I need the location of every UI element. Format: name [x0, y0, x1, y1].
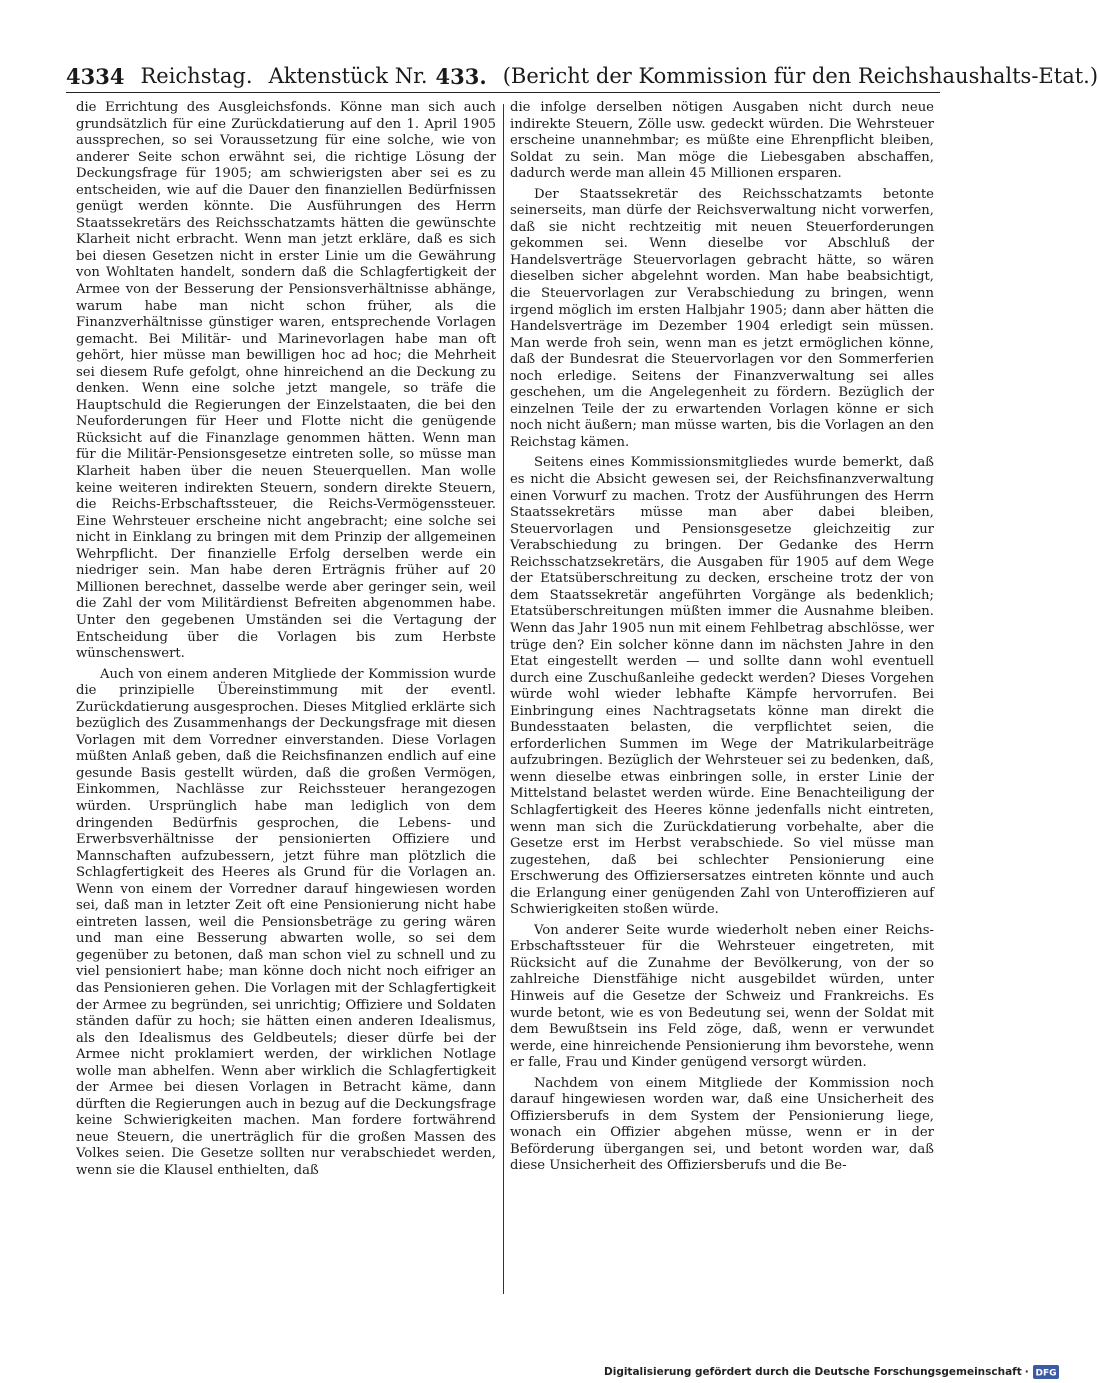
dfg-logo-icon	[1033, 1365, 1059, 1379]
right-column	[510, 100, 934, 1175]
publication-name: Reichstag.	[140, 64, 253, 88]
document-label: Aktenstück Nr.	[268, 64, 428, 88]
page-number: 4334	[66, 63, 125, 89]
left-column	[76, 100, 496, 1180]
page-header	[66, 56, 1098, 96]
right-paragraph-2: Der Staatssekretär des Reichsschatzamts betonte seinerseits, man dürfe der Reichsverwaltung nicht vorwerfen, daß sie nicht rechtzeitig mit neuen Steuerforderungen gekommen sei. Wenn dieselbe vor Abschluß der Handelsverträge Steuervorlagen gebracht hätte, so wären dieselben sicher abgelehnt worden. Man habe beabsichtigt, die Steuervorlagen zur Verabschiedung zu bringen, wenn irgend möglich im ersten Halbjahr 1905; dann aber hätten die Handelsverträge im Dezember 1904 erledigt sein müssen. Man werde froh sein, wenn man es jetzt ermöglichen könne, daß der Bundesrat die Steuervorlagen vor den Sommerferien noch erledige. Seitens der Finanzverwaltung sei alles geschehen, um die Angelegenheit zu fördern. Bezüglich der einzelnen Teile der zu erwartenden Vorlagen könne er sich noch nicht äußern; man müsse warten, bis die Vorlagen an den Reichstag kämen.	[510, 186, 934, 450]
right-paragraph-3: Seitens eines Kommissionsmitgliedes wurde bemerkt, daß es nicht die Absicht gewesen sei, der Reichsfinanzverwaltung einen Vorwurf zu machen. Trotz der Ausführungen des Herrn Staatssekretärs müsse man aber dabei bleiben, Steuervorlagen und Pensionsgesetze gleichzeitig zur Verabschiedung zu bringen. Der Gedanke des Herrn Reichsschatzsekretärs, die Ausgaben für 1905 auf dem Wege der Etatsüberschreitung zu decken, erscheine trotz der von dem Staatssekretär angeführten Vorgänge als bedenklich; Etatsüberschreitungen müßten immer die Ausnahme bleiben. Wenn das Jahr 1905 nun mit einem Fehlbetrag abschlösse, wer trüge den? Ein solcher könne dann im nächsten Jahre in den Etat eingestellt werden — und sollte dann wohl eventuell durch eine Zuschußanleihe gedeckt werden? Dieses Vorgehen würde wohl wieder lebhafte Kämpfe hervorrufen. Bei Einbringung eines Nachtragsetats könne man direkt die Bundesstaaten belasten, die verpflichtet seien, die erforderlichen Summen im Wege der Matrikularbeiträge aufzubringen. Bezüglich der Wehrsteuer sei zu bedenken, daß, wenn dieselbe etwas einbringen solle, in erster Linie der Mittelstand belastet werden würde. Eine Benachteiligung der Schlagfertigkeit des Heeres könne jedenfalls nicht eintreten, wenn man sich die Zurückdatierung vorbehalte, aber die Gesetze erst im Herbst verabschiede. So viel müsse man zugestehen, daß bei schlechter Pensionierung eine Erschwerung des Offiziersersatzes eintreten könnte und auch die Erlangung einer genügenden Zahl von Unteroffizieren auf Schwierigkeiten stoßen würde.	[510, 455, 934, 918]
document-number: 433.	[435, 63, 487, 89]
dfg-logo-text: DFG	[1035, 1368, 1057, 1379]
left-paragraph-2: Auch von einem anderen Mitgliede der Kommission wurde die prinzipielle Übereinstimmung mit der eventl. Zurückdatierung ausgesprochen. Dieses Mitglied erklärte sich bezüglich des Zusammenhangs der Deckungsfrage mit diesen Vorlagen mit dem Vorredner einverstanden. Diese Vorlagen müßten Anlaß geben, daß die Reichsfinanzen endlich auf eine gesunde Basis gestellt würden, daß die großen Vermögen, Einkommen, Nachlässe zur Reichssteuer herangezogen würden. Ursprünglich habe man lediglich von dem dringenden Bedürfnis gesprochen, die Lebens- und Erwerbsverhältnisse der pensionierten Offiziere und Mannschaften aufzubessern, jetzt führe man plötzlich die Schlagfertigkeit des Heeres als Grund für die Vorlagen an. Wenn von einem der Vorredner darauf hingewiesen worden sei, daß man in letzter Zeit oft eine Pensionierung nicht habe eintreten lassen, weil die Pensionsbeträge zu gering wären und man eine Besserung abwarten wolle, so sei dem gegenüber zu betonen, daß man schon viel zu schnell und zu viel pensioniert habe; man könne doch nicht noch eifriger an das Pensionieren gehen. Die Vorlagen mit der Schlagfertigkeit der Armee zu begründen, sei unrichtig; Offiziere und Soldaten ständen dafür zu hoch; sie hätten einen anderen Idealismus, als den Idealismus des Geldbeutels; dieser dürfe bei der Armee nicht proklamiert werden, der wirklichen Notlage wolle man abhelfen. Wenn aber wirklich die Schlagfertigkeit der Armee bei diesen Vorlagen in Betracht käme, dann dürften die Regierungen auch in bezug auf die Deckungsfrage keine Schwierigkeiten machen. Man fordere fortwährend neue Steuern, die unerträglich für die großen Massen des Volkes seien. Die Gesetze sollten nur verabschiedet werden, wenn sie die Klausel enthielten, daß	[76, 666, 496, 1178]
footer-credit	[604, 1365, 1059, 1379]
right-paragraph-4: Von anderer Seite wurde wiederholt neben einer Reichs-Erbschaftssteuer für die Wehrsteuer eingetreten, mit Rücksicht auf die Zunahme der Bevölkerung, von der so zahlreiche Dienstfähige nicht ausgebildet würden, unter Hinweis auf die Gesetze der Schweiz und Frankreichs. Es wurde betont, wie es von Bedeutung sei, wenn der Soldat mit dem Bewußtsein ins Feld zöge, daß, wenn er verwundet werde, eine hinreichende Pensionierung ihm bevorstehe, wenn er falle, Frau und Kinder genügend versorgt würden.	[510, 922, 934, 1071]
footer-separator: ·	[1024, 1366, 1029, 1378]
left-paragraph-1: die Errichtung des Ausgleichsfonds. Könne man sich auch grundsätzlich für eine Zurückdatierung auf den 1. April 1905 aussprechen, so sei Voraussetzung für eine solche, wie von anderer Seite schon erwähnt sei, die richtige Lösung der Deckungsfrage für 1905; am schwierigsten aber sei es zu entscheiden, wie auf die Dauer den finanziellen Bedürfnissen genügt werden könnte. Die Ausführungen des Herrn Staatssekretärs des Reichsschatzamts hätten die gewünschte Klarheit nicht erbracht. Wenn man jetzt erkläre, daß es sich bei diesen Gesetzen nicht in erster Linie um die Gewährung von Wohltaten handelt, sondern daß die Schlagfertigkeit der Armee von der Besserung der Pensionsverhältnisse abhänge, warum habe man nicht schon früher, als die Finanzverhältnisse günstiger waren, entsprechende Vorlagen gemacht. Bei Militär- und Marinevorlagen habe man oft gehört, hier müsse man bewilligen hoc ad hoc; die Mehrheit sei diesem Rufe gefolgt, ohne hinreichend an die Deckung zu denken. Wenn eine solche jetzt mangele, so träfe die Hauptschuld die Regierungen der Einzelstaaten, die bei den Neuforderungen für Heer und Flotte nicht die genügende Rücksicht auf die Finanzlage genommen hätten. Wenn man für die Militär-Pensionsgesetze eintreten solle, so müsse man Klarheit haben über die neuen Steuerquellen. Man wolle keine weiteren indirekten Steuern, sondern direkte Steuern, die Reichs-Erbschaftssteuer, die Reichs-Vermögenssteuer. Eine Wehrsteuer erscheine nicht angebracht; eine solche sei nicht in Einklang zu bringen mit dem Prinzip der allgemeinen Wehrpflicht. Der finanzielle Erfolg derselben werde ein niedriger sein. Man habe deren Erträgnis früher auf 20 Millionen berechnet, dasselbe werde aber geringer sein, weil die Zahl der vom Militärdienst Befreiten abgenommen habe. Unter den gegebenen Umständen sei die Vertagung der Entscheidung über die Vorlagen bis zum Herbste wünschenswert.	[76, 100, 496, 662]
footer-credit-text: Digitalisierung gefördert durch die Deutsche Forschungsgemeinschaft	[604, 1366, 1022, 1378]
header-subtitle: (Bericht der Kommission für den Reichshaushalts-Etat.)	[502, 64, 1098, 88]
right-paragraph-5: Nachdem von einem Mitgliede der Kommission noch darauf hingewiesen worden war, daß eine Unsicherheit des Offiziersberufs in dem System der Pensionierung liege, wonach ein Offizier abgehen müsse, wenn er in der Beförderung übergangen sei, und betont worden war, daß diese Unsicherheit des Offiziersberufs und die Be-	[510, 1075, 934, 1174]
right-paragraph-1: die infolge derselben nötigen Ausgaben nicht durch neue indirekte Steuern, Zölle usw. gedeckt würden. Die Wehrsteuer erscheine unannehmbar; es müßte eine Ehrenpflicht bleiben, Soldat zu sein. Man möge die Liebesgaben abschaffen, dadurch werde man allein 45 Millionen ersparen.	[510, 100, 934, 182]
column-divider	[503, 104, 504, 1294]
header-rule	[66, 92, 940, 93]
